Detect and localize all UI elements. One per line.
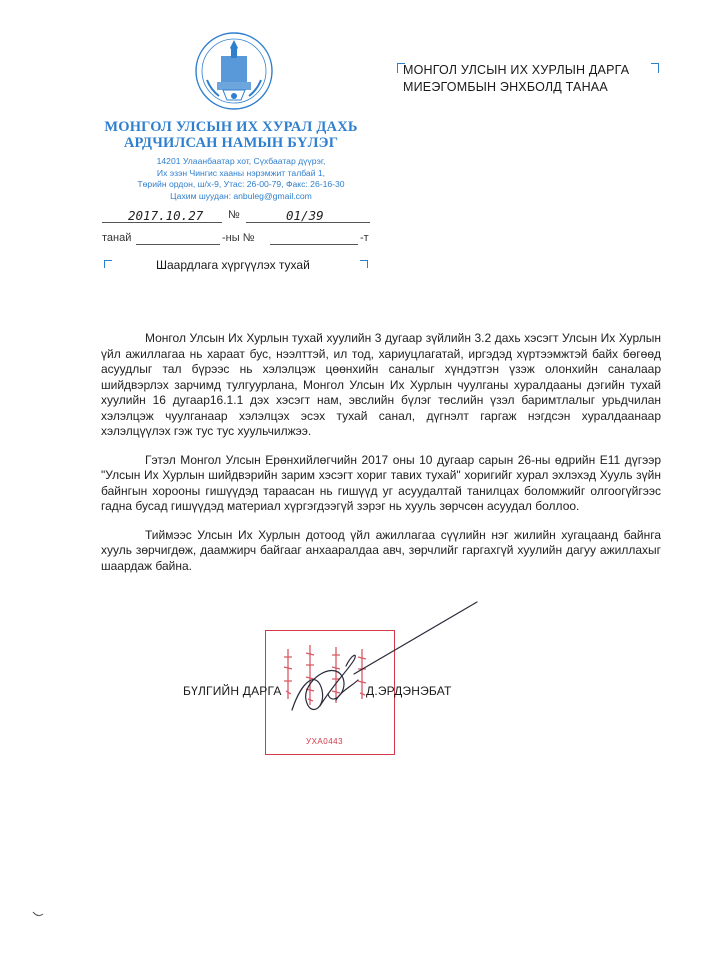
contact-line: Төрийн ордон, ш/х-9, Утас: 26-00-79, Факс: 26-16-30 bbox=[137, 179, 345, 190]
subject-bracket-right bbox=[360, 260, 368, 268]
addressee-bracket-right bbox=[651, 63, 659, 73]
signatory-title: БҮЛГИЙН ДАРГА bbox=[183, 684, 282, 698]
contact-line: Их эзэн Чингис хааны нэрэмжит талбай 1, bbox=[156, 167, 326, 178]
contact-email: Цахим шуудан: anbuleg@gmail.com bbox=[170, 190, 312, 201]
signatory-name: Д.ЭРДЭНЭБАТ bbox=[366, 684, 452, 698]
org-name-line2: АРДЧИЛСАН НАМЫН БҮЛЭГ bbox=[123, 135, 339, 151]
reply-suffix: -т bbox=[360, 232, 369, 244]
state-emblem-icon bbox=[193, 30, 275, 112]
body-paragraph: Тиймээс Улсын Их Хурлын дотоод үйл ажиллагаа сүүлийн нэг жилийн хугацаанд байнга хууль зөрчигдөж, даамжирч байгааг анхааралдаа авч, зөрчлийг гаргахгүй хуулийн дагуу ажиллахыг шаардаж байна. bbox=[101, 527, 661, 573]
addressee-line2: МИЕЭГОМБЫН ЭНХБОЛД ТАНАА bbox=[403, 80, 608, 94]
scan-artifact-mark bbox=[32, 910, 44, 918]
organization-name bbox=[96, 119, 366, 151]
addressee bbox=[403, 62, 653, 96]
letter-body bbox=[101, 331, 661, 587]
reply-mid: -ны № bbox=[222, 232, 255, 244]
addressee-line1: МОНГОЛ УЛСЫН ИХ ХУРЛЫН ДАРГА bbox=[403, 63, 630, 77]
reference-line bbox=[102, 208, 370, 224]
reference-number: 01/39 bbox=[286, 208, 324, 223]
stamp-code: УХА0443 bbox=[306, 737, 344, 746]
contact-line: 14201 Улаанбаатар хот, Сүхбаатар дүүрэг, bbox=[156, 156, 326, 166]
subject-title: Шаардлага хүргүүлэх тухай bbox=[156, 258, 310, 272]
reference-date: 2017.10.27 bbox=[128, 208, 204, 223]
number-sign: № bbox=[228, 209, 240, 221]
body-paragraph: Монгол Улсын Их Хурлын тухай хуулийн 3 дугаар зүйлийн 3.2 дахь хэсэгт Улсын Их Хурлын үйл ажиллагаа нь хараат бус, нээлттэй, ил тод, хариуцлагатай, иргэдэд хүртээмжтэй байх бөгөөд асуудлыг тал бүрээс нь хэлэлцэж цөөнхийн саналыг хүндэтгэн үзэж олонхийн саналаар шийдвэрлэх зарчимд тулгуурлана, Монгол Улсын Их Хурлын чуулганы хуралдааны дэгийн тухай хуулийн 16 дугаар16.1.1 дэх хэсэгт нам, эвслийн бүлэг төслийн үзэл баримтлалыг урьдчилан хэлэлцэж чуулганаар хэлэлцэх эсэх тухай санал, дүгнэлт гаргаж нэгдсэн хуралдаанаар хэлэлцүүлэх гэж тус тус хуульчилжээ. bbox=[101, 331, 661, 438]
reply-reference-line bbox=[102, 231, 372, 247]
org-name-line1: МОНГОЛ УЛСЫН ИХ ХУРАЛ ДАХЬ bbox=[104, 119, 358, 135]
reply-prefix: танай bbox=[102, 232, 132, 244]
contact-info bbox=[110, 156, 372, 202]
body-paragraph: Гэтэл Монгол Улсын Ерөнхийлөгчийн 2017 оны 10 дугаар сарын 26-ны өдрийн Е11 дүгээр "Улсын Их Хурлын шийдвэрийн зарим хэсэгт хориг тавих тухай" хоригийг хурал эхлэхэд Хууль зүйн байнгын хорооны гишүүдэд тараасан нь гишүүд уг асуудалтай танилцах боломжийг олгоогүйгээс гадна бусад гишүүдэд материал хүргэгдээгүй зэрэг нь хууль зөрчсөн асуудал боллоо. bbox=[101, 452, 661, 513]
handwritten-signature bbox=[262, 590, 492, 740]
subject-bracket-left bbox=[104, 260, 112, 268]
